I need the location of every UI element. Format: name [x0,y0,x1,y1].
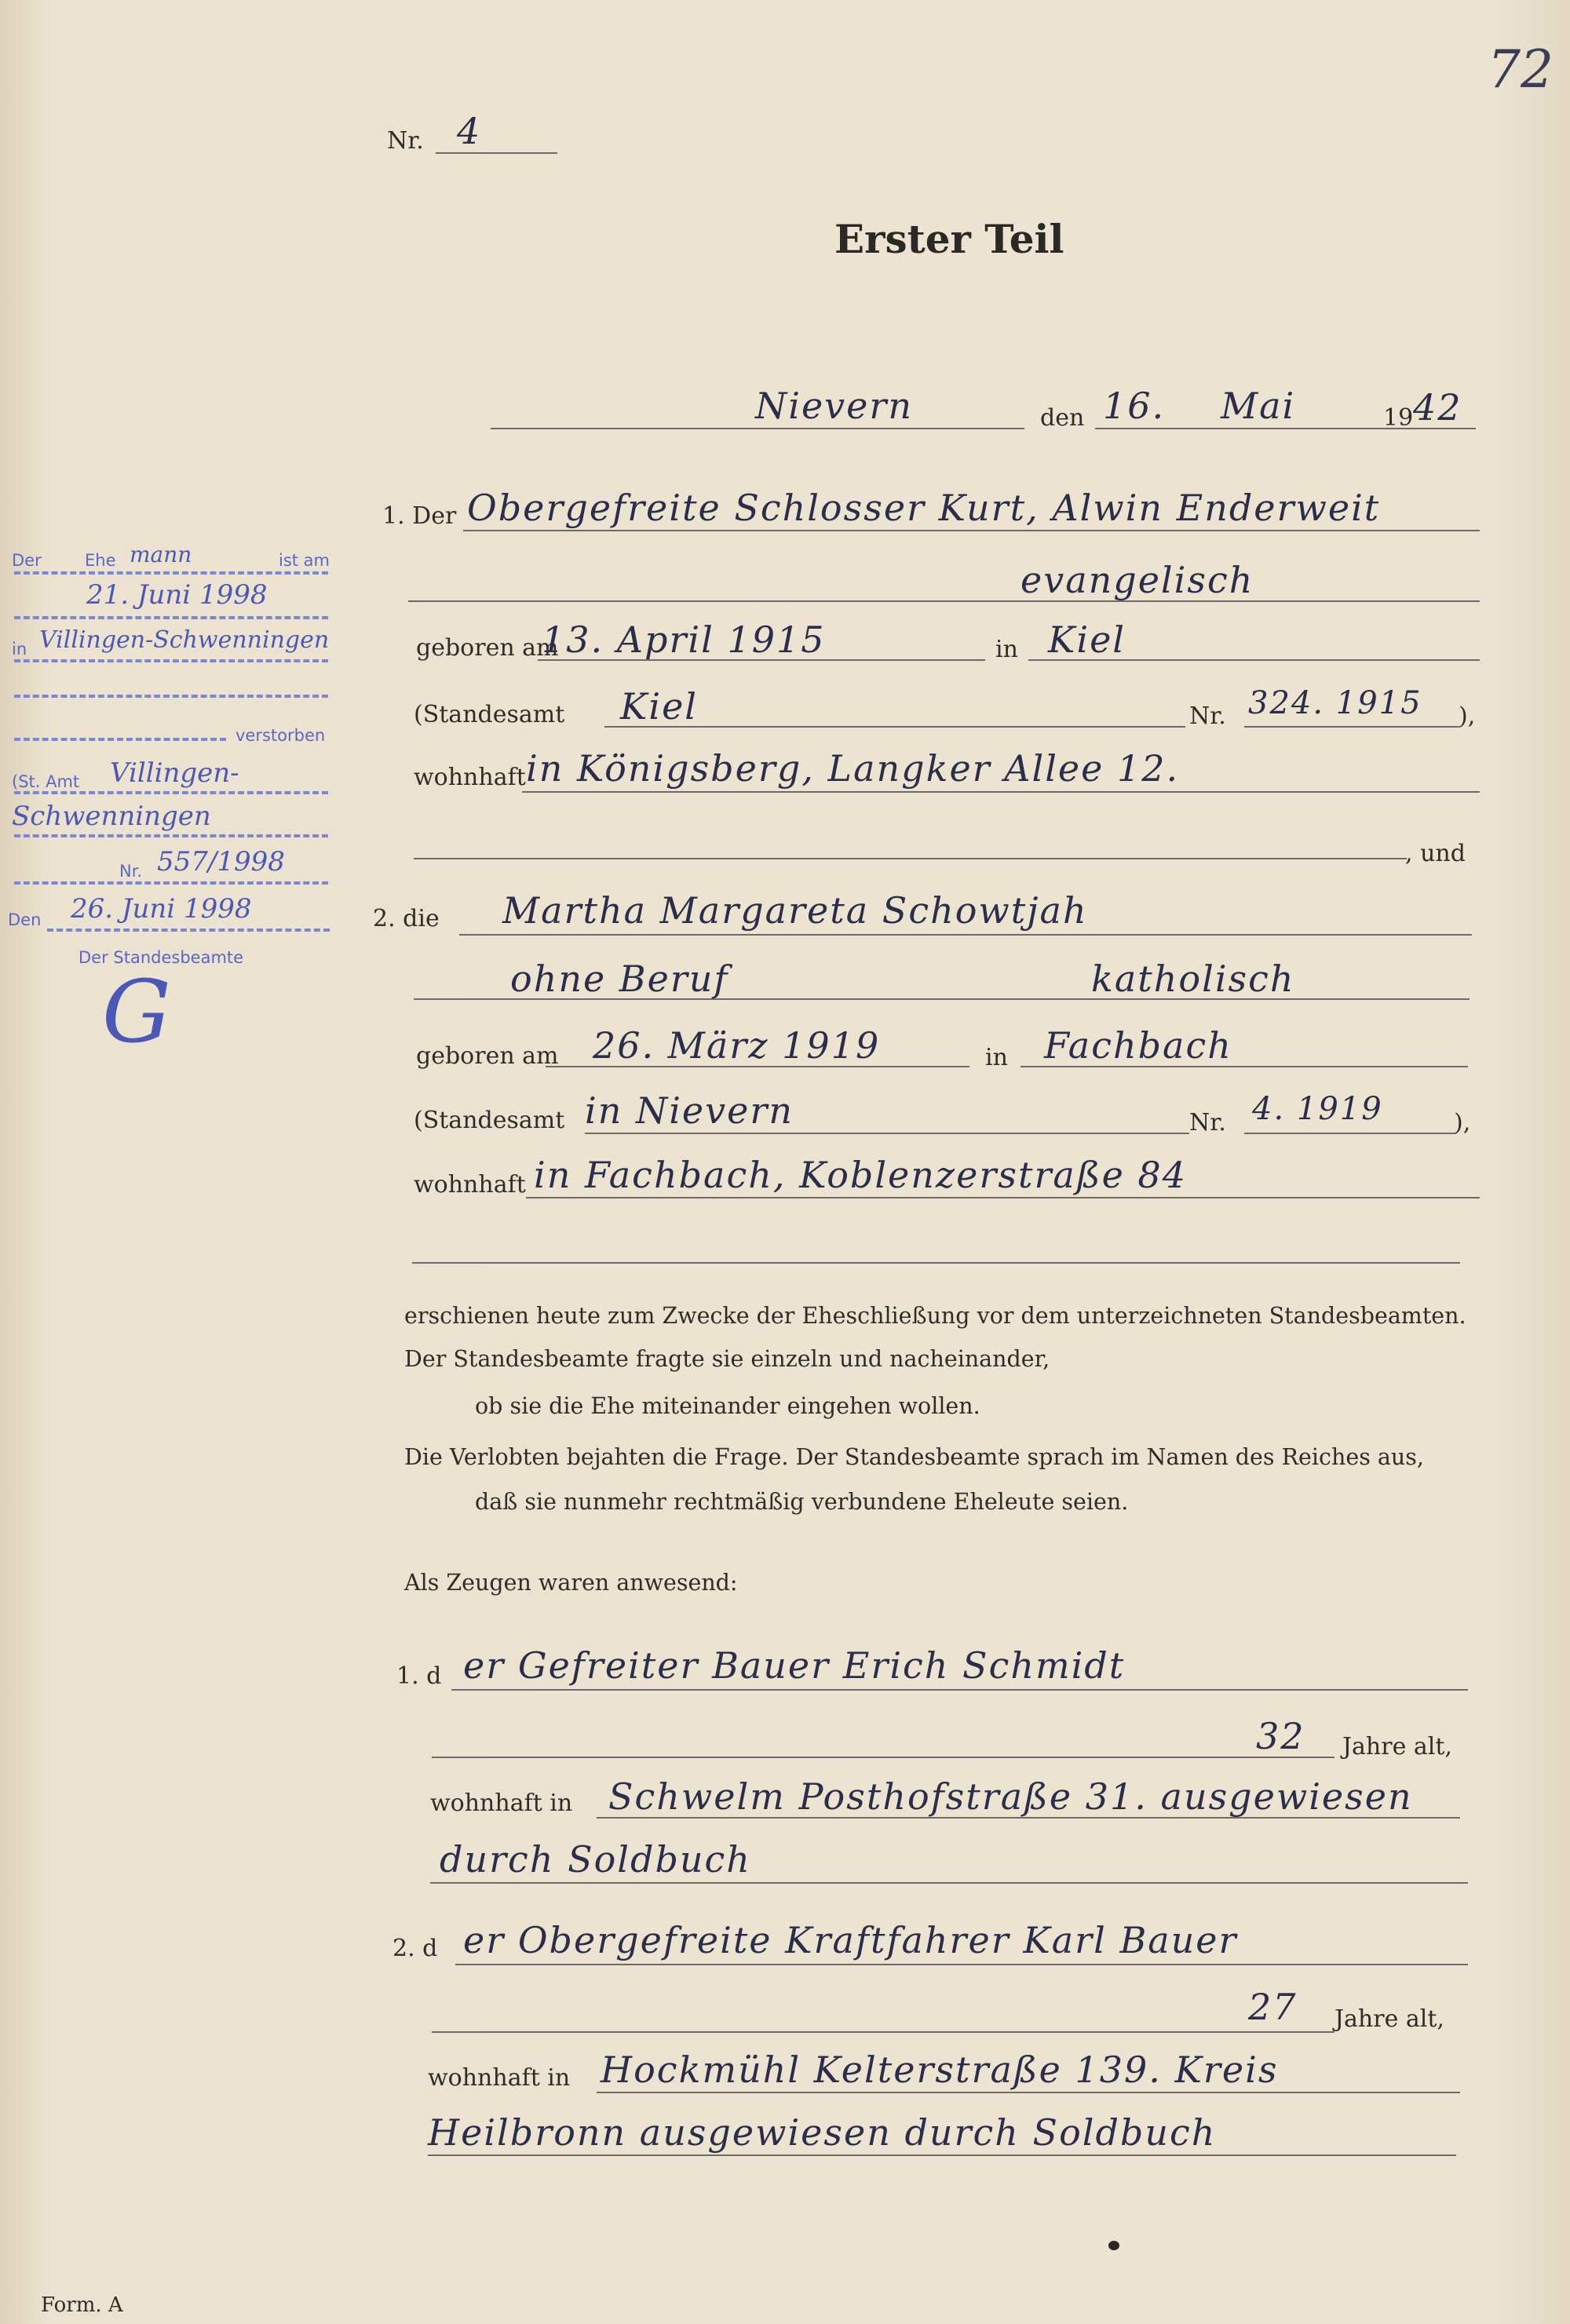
witness2-residence-rule-1 [597,2092,1460,2093]
witness2-residence-line2: Heilbronn ausgewiesen durch Soldbuch [428,2111,1217,2154]
witness2-residence-rule-2 [428,2154,1456,2156]
witness1-name-line [451,1689,1468,1691]
bride-name-line [459,934,1472,936]
place-value: Nievern [755,385,914,427]
stamp-date-value: 21. Juni 1998 [86,579,268,611]
day-month-line [1095,428,1366,429]
bride-born-date-line [546,1066,969,1067]
groom-index-label: 1. Der [382,502,457,530]
witness2-index-label: 2. d [392,1935,438,1962]
witness2-age-label: Jahre alt, [1334,2005,1444,2033]
stamp-line-5 [14,738,226,741]
body-line-1: erschienen heute zum Zwecke der Eheschließung vor dem unterzeichneten Standesbeamten. [404,1303,1466,1329]
groom-residence-label: wohnhaft [414,764,526,791]
bride-nr-label: Nr. [1189,1109,1226,1136]
entry-number-line [436,152,557,154]
bride-born-place-line [1020,1066,1468,1067]
body-line-5: daß sie nunmehr rechtmäßig verbundene Eheleute seien. [475,1489,1129,1515]
stamp-beamter-label: Der Standesbeamte [78,948,244,967]
stamp-mann-value: mann [130,542,192,567]
und-label: , und [1405,840,1466,867]
bride-residence-line [526,1197,1480,1198]
witness2-residence-line1: Hockmühl Kelterstraße 139. Kreis [601,2049,1279,2091]
witness1-name: er Gefreiter Bauer Erich Schmidt [463,1644,1126,1687]
witness2-name: er Obergefreite Kraftfahrer Karl Bauer [463,1919,1238,1961]
groom-nr-line [1244,726,1460,728]
day-value: 16. [1103,385,1166,427]
body-line-2: Der Standesbeamte fragte sie einzeln und nacheinander, [404,1346,1050,1372]
stamp-line-7 [14,834,328,837]
groom-born-place-line [1028,659,1480,661]
stamp-place-value: Villingen-Schwenningen [39,626,330,654]
stamp-st-amt-value-2: Schwenningen [12,801,211,832]
stamp-line-2 [14,616,328,619]
body-line-4: Die Verlobten bejahten die Frage. Der Standesbeamte sprach im Namen des Reiches aus, [404,1444,1424,1470]
bride-occupation: ohne Beruf [510,958,729,1000]
witness1-index-label: 1. d [396,1662,442,1690]
bride-born-place: Fachbach [1044,1024,1232,1067]
groom-born-label: geboren am [416,634,559,662]
bride-religion: katholisch [1091,958,1295,1000]
groom-standesamt-value: Kiel [620,685,699,728]
stamp-der-value: Ehe [85,551,116,570]
bride-name: Martha Margareta Schowtjah [502,889,1088,932]
bride-standesamt-label: (Standesamt [414,1107,565,1134]
witness1-residence-rule-1 [597,1817,1460,1819]
bride-standesamt-line [585,1133,1189,1134]
witnesses-heading: Als Zeugen waren anwesend: [404,1570,738,1596]
year-suffix: 42 [1413,386,1462,429]
place-line [491,428,1024,429]
stamp-line-4 [14,695,328,698]
stamp-line-8 [14,881,328,885]
year-prefix: 19 [1383,404,1414,432]
groom-name-line [463,530,1480,531]
groom-residence-line [522,791,1480,793]
bride-standesamt-value: in Nievern [585,1089,794,1132]
body-line-3: ob sie die Ehe miteinander eingehen wollen. [475,1393,980,1419]
bride-residence: in Fachbach, Koblenzerstraße 84 [534,1154,1187,1196]
stamp-line-3 [14,659,328,662]
stamp-line-1 [14,571,328,575]
stamp-nr-value: 557/1998 [157,846,285,877]
witness1-residence-rule-2 [430,1882,1468,1884]
bride-closing-paren: ), [1454,1109,1471,1136]
bride-born-date: 26. März 1919 [593,1024,881,1067]
stamp-line-9 [47,929,330,932]
witness2-age-line [432,2031,1334,2033]
groom-religion: evangelisch [1020,559,1254,601]
bride-extra-line [412,1262,1460,1264]
stamp-st-amt-label: (St. Amt [12,772,80,791]
groom-nr-value: 324. 1915 [1248,685,1422,721]
witness1-residence-line2: durch Soldbuch [440,1838,751,1881]
ink-dot [1108,2241,1119,2250]
witness2-name-line [455,1964,1468,1965]
entry-number-label: Nr. [387,127,424,155]
witness2-residence-label: wohnhaft in [428,2064,571,2092]
bride-nr-line [1244,1133,1456,1134]
month-value: Mai [1221,385,1296,427]
groom-in-label: in [995,636,1018,663]
bride-index-label: 2. die [373,905,440,932]
groom-born-date: 13. April 1915 [542,618,826,661]
form-label: Form. A [41,2293,123,2317]
groom-name: Obergefreite Schlosser Kurt, Alwin Enderweit [467,487,1381,529]
groom-born-place: Kiel [1048,618,1126,661]
year-line [1366,428,1476,429]
stamp-in-label: in [12,640,27,659]
witness1-residence-line1: Schwelm Posthofstraße 31. ausgewiesen [608,1775,1413,1818]
groom-religion-line [408,600,1480,602]
stamp-verstorben-label: verstorben [236,726,326,745]
stamp-ist-am-label: ist am [279,551,330,570]
stamp-line-6 [14,791,328,794]
groom-closing-paren: ), [1459,702,1476,730]
stamp-den-value: 26. Juni 1998 [71,893,252,925]
witness2-age: 27 [1248,1986,1298,2028]
bride-residence-label: wohnhaft [414,1171,526,1198]
stamp-signature: G [102,961,171,1062]
bride-nr-value: 4. 1919 [1252,1091,1383,1127]
witness1-age-line [432,1757,1334,1758]
stamp-st-amt-value-1: Villingen- [110,757,239,789]
groom-extra-line [414,858,1407,859]
date-den-label: den [1040,404,1085,432]
groom-standesamt-label: (Standesamt [414,701,565,728]
groom-residence: in Königsberg, Langker Allee 12. [526,747,1180,790]
witness1-age-label: Jahre alt, [1342,1733,1452,1760]
stamp-nr-label: Nr. [119,862,143,881]
entry-number-value: 4 [457,110,482,152]
witness1-age: 32 [1256,1715,1305,1757]
witness1-residence-label: wohnhaft in [430,1790,573,1817]
bride-in-label: in [985,1044,1008,1071]
groom-nr-label: Nr. [1189,702,1226,730]
stamp-der-label: Der [12,551,42,570]
page-number: 72 [1488,39,1554,100]
groom-born-date-line [538,659,985,661]
stamp-den-label: Den [8,910,42,929]
groom-standesamt-line [604,726,1185,728]
section-title: Erster Teil [834,216,1064,262]
bride-born-label: geboren am [416,1042,559,1070]
